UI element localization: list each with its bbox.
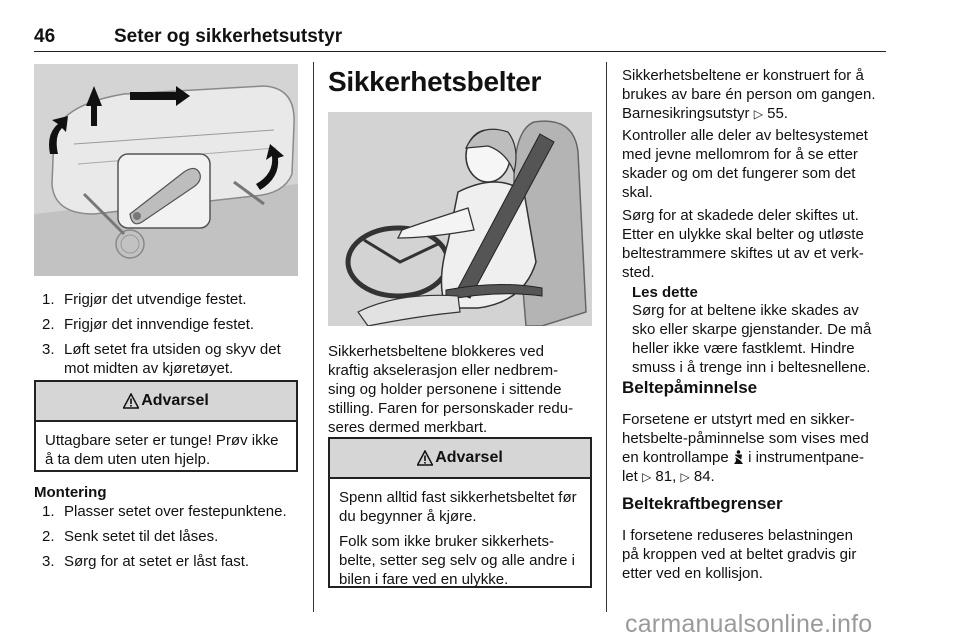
list-item: 2. Frigjør det innvendige festet. [42, 316, 255, 333]
paragraph-reminder: Forsetene er utstyrt med en sikker- hetsbelte-påminnelse som vises med en kontrollampe i instrumentpane- let ▷ 81, ▷ 84. [622, 411, 869, 485]
warning-text-1: Spenn alltid fast sikkerhetsbeltet før du begynner å kjøre. [339, 489, 577, 525]
montering-steps [42, 502, 304, 577]
list-item: 3. Sørg for at setet er låst fast. [42, 553, 250, 570]
cross-reference-link[interactable]: 81, [655, 468, 677, 485]
paragraph-usage: Sikkerhetsbeltene er konstruert for å brukes av bare én person om gangen. Barnesikringsutstyr ▷ 55. [622, 67, 876, 122]
cross-reference-link[interactable]: 55. [767, 105, 788, 122]
column-divider-2 [606, 62, 607, 612]
warning-triangle-icon [417, 450, 433, 466]
subheading-reminder: Beltepåminnelse [622, 378, 758, 397]
warning-title: Advarsel [141, 392, 209, 409]
paragraph-limiter: I forsetene reduseres belastningen på kroppen ved at beltet gradvis gir etter ved en kollisjon. [622, 527, 857, 582]
seatbelt-illustration [328, 112, 592, 326]
list-item: 1. Frigjør det utvendige festet. [42, 291, 247, 308]
warning-title: Advarsel [435, 449, 503, 466]
removal-steps [42, 290, 304, 384]
warning-triangle-icon [123, 393, 139, 409]
warning-header [36, 382, 296, 422]
paragraph-inspection: Kontroller alle deler av beltesystemet med jevne mellomrom for å se etter skader og om det fungerer som det skal. [622, 127, 868, 201]
montering-heading: Montering [34, 484, 107, 501]
subheading-limiter: Beltekraftbegrenser [622, 494, 783, 513]
note-title: Les dette [632, 284, 698, 301]
warning-box-seat [34, 380, 298, 472]
list-item: 1. Plasser setet over festepunktene. [42, 503, 287, 520]
seat-removal-illustration [34, 64, 298, 276]
cross-reference-icon: ▷ [753, 107, 763, 121]
cross-reference-icon: ▷ [680, 470, 690, 484]
list-item: 3. Løft setet fra utsiden og skyv det mot midten av kjøretøyet. [42, 341, 281, 377]
seatbelt-intro: Sikkerhetsbeltene blokkeres ved kraftig akselerasjon eller nedbrem- sing og holder personene i sittende stilling. Faren for personskader redu- seres dermed merkbart. [328, 343, 574, 436]
cross-reference-link[interactable]: 84. [693, 468, 715, 485]
list-item: 2. Senk setet til det låses. [42, 528, 219, 545]
warning-box-belt [328, 437, 592, 588]
seat-removal-drawing [34, 64, 298, 276]
note-text: Sørg for at beltene ikke skades av sko eller skarpe gjenstander. De må heller ikke være fastklemt. Hindre smuss i å trenge inn i beltesnellene. [632, 302, 872, 376]
watermark: carmanualsonline.info [625, 610, 873, 638]
seatbelt-warning-icon [733, 450, 744, 464]
warning-text-2: Folk som ikke bruker sikkerhets-belte, setter seg selv og alle andre i bilen i fare ved en ulykke. [339, 533, 575, 588]
warning-text: Uttagbare seter er tunge! Prøv ikke å ta dem uten uten hjelp. [45, 432, 279, 468]
paragraph-replacement: Sørg for at skadede deler skiftes ut. Etter en ulykke skal belter og utløste beltestrammere skiftes ut av et verk- sted. [622, 207, 864, 281]
page-header [34, 22, 886, 52]
driver-with-seatbelt-drawing [328, 112, 592, 326]
running-head: Seter og sikkerhetsutstyr [114, 26, 343, 47]
warning-header [330, 439, 590, 479]
page-number: 46 [34, 26, 56, 47]
section-heading: Sikkerhetsbelter [328, 66, 542, 97]
column-divider-1 [313, 62, 314, 612]
cross-reference-icon: ▷ [642, 470, 652, 484]
